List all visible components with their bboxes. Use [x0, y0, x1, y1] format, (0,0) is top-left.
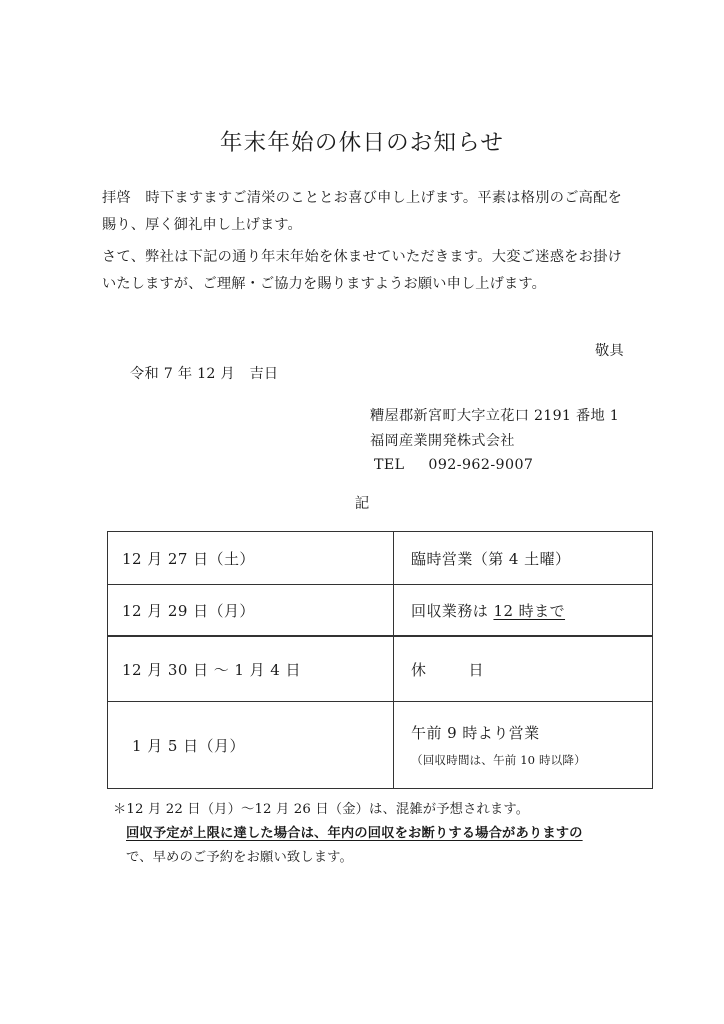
schedule-date: 12 月 30 日 ～ 1 月 4 日 [108, 636, 394, 702]
sender-block [370, 404, 619, 478]
sender-telephone [370, 453, 619, 478]
status-word-first: 休 [411, 660, 427, 679]
issue-date: 令和 7 年 12 月 吉日 [130, 366, 279, 382]
schedule-date: 1 月 5 日（月） [108, 702, 394, 789]
status-main-text: 午前 9 時より営業 [411, 724, 540, 742]
page-title: 年末年始の休日のお知らせ [219, 130, 505, 156]
schedule-table [107, 531, 653, 789]
notice-paragraph: さて、弊社は下記の通り年末年始を休ませていただきます。大変ご迷惑をお掛けいたしますが、ご理解・ご協力を賜りますようお願い申し上げます。 [102, 249, 622, 292]
table-row [108, 702, 653, 789]
status-word-second: 日 [468, 660, 484, 679]
schedule-status [394, 702, 653, 789]
footnote-line-2: 回収予定が上限に達した場合は、年内の回収をお断りする場合がありますの [126, 826, 583, 841]
status-plain-text: 回収業務は [411, 601, 494, 620]
closing-salutation: 敬具 [595, 343, 624, 359]
schedule-status: 臨時営業（第 4 土曜） [394, 532, 653, 585]
sender-address: 糟屋郡新宮町大字立花口 2191 番地 1 [370, 408, 620, 424]
schedule-date: 12 月 29 日（月） [108, 585, 394, 637]
footnote-line-3: で、早めのご予約をお願い致します。 [126, 850, 353, 865]
footnote-block [113, 798, 621, 870]
ki-marker: 記 [354, 496, 370, 512]
tel-number: 092-962-9007 [428, 457, 534, 473]
status-underlined-text: 12 時まで [493, 601, 566, 620]
status-sub-note: （回収時間は、午前 10 時以降） [411, 753, 586, 767]
schedule-status [394, 585, 653, 637]
greeting-paragraph: 拝啓 時下ますますご清栄のこととお喜び申し上げます。平素は格別のご高配を賜り、厚く御礼申し上げます。 [102, 190, 622, 233]
table-row [108, 636, 653, 702]
tel-label: TEL [374, 457, 405, 473]
table-row [108, 532, 653, 585]
schedule-date: 12 月 27 日（土） [108, 532, 394, 585]
schedule-status [394, 636, 653, 702]
footnote-line-1: ＊12 月 22 日（月）～12 月 26 日（金）は、混雑が予想されます。 [113, 802, 530, 817]
sender-company: 福岡産業開発株式会社 [370, 432, 515, 449]
table-row [108, 585, 653, 637]
